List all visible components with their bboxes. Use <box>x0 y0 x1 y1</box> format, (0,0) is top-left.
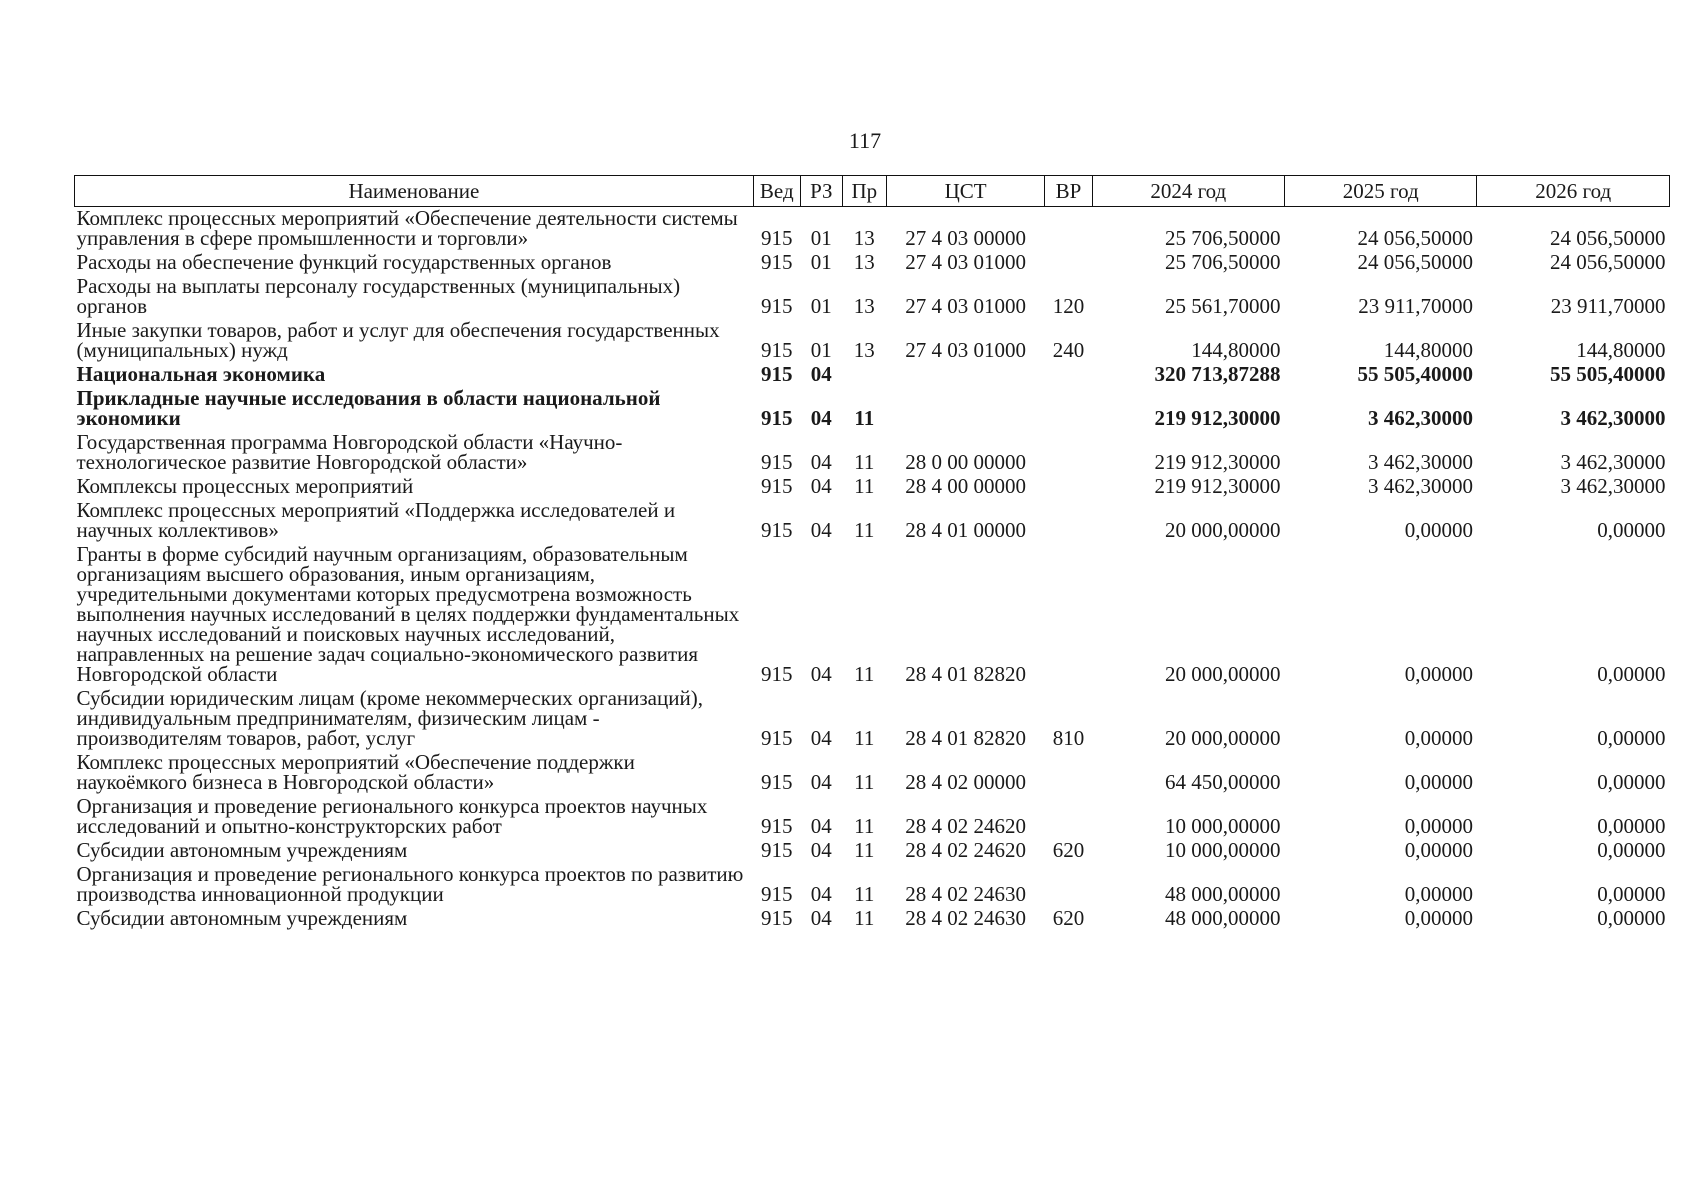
cell-2024: 25 561,70000 <box>1165 294 1281 318</box>
cell-vr <box>1045 543 1092 687</box>
cell-rz: 04 <box>810 662 832 686</box>
cell-name: Комплекс процессных мероприятий «Обеспечение деятельности системы управления в сфере промышленности и торговли» <box>76 206 738 250</box>
cell-cst: 28 4 02 00000 <box>905 770 1026 794</box>
cell-rz: 01 <box>810 250 832 274</box>
table-row <box>75 275 1670 319</box>
cell-cst: 28 4 02 24620 <box>905 814 1026 838</box>
cell-2024: 219 912,30000 <box>1154 450 1281 474</box>
cell-ved: 915 <box>761 250 793 274</box>
cell-pr: 11 <box>854 882 875 906</box>
cell-name: Прикладные научные исследования в области национальной экономики <box>76 386 661 430</box>
table-row <box>75 431 1670 475</box>
cell-2026: 0,00000 <box>1597 882 1666 906</box>
cell-2026: 0,00000 <box>1597 770 1666 794</box>
table-row <box>75 839 1670 863</box>
cell-2024: 144,80000 <box>1191 338 1281 362</box>
cell-ved: 915 <box>761 294 793 318</box>
table-row <box>75 863 1670 907</box>
header-name: Наименование <box>75 176 754 207</box>
cell-2024: 25 706,50000 <box>1165 226 1281 250</box>
cell-2025: 0,00000 <box>1404 882 1473 906</box>
cell-2026: 55 505,40000 <box>1550 362 1666 386</box>
cell-cst: 28 4 01 00000 <box>905 518 1026 542</box>
cell-pr: 11 <box>854 814 875 838</box>
cell-2024: 219 912,30000 <box>1154 474 1281 498</box>
cell-2025: 0,00000 <box>1404 906 1473 930</box>
cell-2025: 144,80000 <box>1383 338 1473 362</box>
cell-name: Национальная экономика <box>76 362 326 386</box>
header-vr: ВР <box>1045 176 1092 207</box>
cell-pr: 11 <box>854 662 875 686</box>
cell-2026: 23 911,70000 <box>1550 294 1666 318</box>
table-row <box>75 499 1670 543</box>
cell-pr: 11 <box>854 726 875 750</box>
cell-cst: 28 4 02 24630 <box>905 906 1026 930</box>
table-row <box>75 387 1670 431</box>
cell-pr: 11 <box>854 770 875 794</box>
cell-cst: 28 4 01 82820 <box>905 726 1026 750</box>
cell-2025: 0,00000 <box>1404 814 1473 838</box>
cell-2025: 24 056,50000 <box>1357 226 1473 250</box>
cell-2026: 3 462,30000 <box>1560 474 1666 498</box>
header-2026: 2026 год <box>1477 176 1670 207</box>
cell-ved: 915 <box>761 226 793 250</box>
cell-vr <box>1045 387 1092 431</box>
cell-cst: 27 4 03 01000 <box>905 250 1026 274</box>
cell-2024: 20 000,00000 <box>1165 518 1281 542</box>
cell-rz: 04 <box>810 518 832 542</box>
cell-name: Иные закупки товаров, работ и услуг для обеспечения государственных (муниципальных) нужд <box>76 318 720 362</box>
cell-vr <box>1045 499 1092 543</box>
cell-2025: 24 056,50000 <box>1357 250 1473 274</box>
cell-rz: 04 <box>810 726 832 750</box>
cell-vr <box>1045 795 1092 839</box>
table-row <box>75 751 1670 795</box>
cell-vr <box>1045 475 1092 499</box>
cell-2026: 144,80000 <box>1576 338 1666 362</box>
cell-2025: 23 911,70000 <box>1358 294 1473 318</box>
cell-2025: 0,00000 <box>1404 838 1473 862</box>
table-row <box>75 363 1670 387</box>
cell-vr: 240 <box>1052 338 1085 362</box>
cell-ved: 915 <box>761 518 793 542</box>
header-rz: РЗ <box>800 176 842 207</box>
cell-2024: 10 000,00000 <box>1165 814 1281 838</box>
cell-ved: 915 <box>761 362 793 386</box>
cell-2026: 0,00000 <box>1597 906 1666 930</box>
cell-rz: 04 <box>810 906 832 930</box>
cell-name: Комплексы процессных мероприятий <box>76 474 414 498</box>
cell-vr: 810 <box>1052 726 1085 750</box>
cell-rz: 04 <box>810 814 832 838</box>
cell-rz: 04 <box>810 770 832 794</box>
cell-name: Субсидии автономным учреждениям <box>76 838 408 862</box>
cell-2026: 0,00000 <box>1597 814 1666 838</box>
cell-ved: 915 <box>761 814 793 838</box>
table-row <box>75 207 1670 252</box>
cell-cst <box>886 363 1045 387</box>
cell-rz: 01 <box>810 338 832 362</box>
cell-cst: 27 4 03 00000 <box>905 226 1026 250</box>
cell-ved: 915 <box>761 474 793 498</box>
cell-name: Комплекс процессных мероприятий «Поддержка исследователей и научных коллективов» <box>76 498 676 542</box>
cell-2024: 48 000,00000 <box>1165 882 1281 906</box>
cell-cst: 28 4 01 82820 <box>905 662 1026 686</box>
cell-pr: 11 <box>854 906 875 930</box>
cell-vr: 620 <box>1052 906 1085 930</box>
cell-2026: 3 462,30000 <box>1560 406 1666 430</box>
table-body <box>75 207 1670 932</box>
cell-name: Комплекс процессных мероприятий «Обеспечение поддержки наукоёмкого бизнеса в Новгородской области» <box>76 750 635 794</box>
cell-vr: 120 <box>1052 294 1085 318</box>
cell-pr: 13 <box>853 294 875 318</box>
cell-2025: 3 462,30000 <box>1367 406 1473 430</box>
cell-2026: 0,00000 <box>1597 726 1666 750</box>
page-number: 117 <box>848 128 882 153</box>
cell-ved: 915 <box>761 882 793 906</box>
cell-vr <box>1045 751 1092 795</box>
cell-cst: 27 4 03 01000 <box>905 338 1026 362</box>
cell-cst: 28 0 00 00000 <box>905 450 1026 474</box>
cell-pr: 11 <box>854 838 875 862</box>
cell-cst: 28 4 02 24620 <box>905 838 1026 862</box>
cell-ved: 915 <box>761 726 793 750</box>
table-row <box>75 795 1670 839</box>
cell-2026: 0,00000 <box>1597 518 1666 542</box>
cell-2024: 10 000,00000 <box>1165 838 1281 862</box>
cell-2025: 3 462,30000 <box>1367 474 1473 498</box>
cell-2025: 0,00000 <box>1404 726 1473 750</box>
cell-ved: 915 <box>761 338 793 362</box>
cell-vr <box>1045 207 1092 252</box>
table-row <box>75 475 1670 499</box>
cell-2026: 0,00000 <box>1597 838 1666 862</box>
cell-cst: 28 4 00 00000 <box>905 474 1026 498</box>
cell-pr: 13 <box>853 250 875 274</box>
cell-name: Субсидии юридическим лицам (кроме некоммерческих организаций), индивидуальным предпринимателям, физическим лицам - производителям товаров, работ, услуг <box>76 686 703 750</box>
cell-cst: 28 4 02 24630 <box>905 882 1026 906</box>
cell-name: Организация и проведение регионального конкурса проектов научных исследований и опытно-конструкторских работ <box>76 794 708 838</box>
cell-vr <box>1045 863 1092 907</box>
cell-2026: 3 462,30000 <box>1560 450 1666 474</box>
table-header-row <box>75 176 1670 207</box>
cell-vr <box>1045 251 1092 275</box>
cell-pr: 11 <box>854 474 875 498</box>
cell-pr: 11 <box>854 406 875 430</box>
cell-pr: 11 <box>854 450 875 474</box>
cell-pr <box>842 363 886 387</box>
cell-2024: 219 912,30000 <box>1154 406 1281 430</box>
header-pr: Пр <box>842 176 886 207</box>
cell-2026: 0,00000 <box>1597 662 1666 686</box>
cell-2025: 3 462,30000 <box>1367 450 1473 474</box>
cell-2024: 20 000,00000 <box>1165 662 1281 686</box>
cell-cst <box>886 387 1045 431</box>
cell-rz: 04 <box>810 882 832 906</box>
cell-ved: 915 <box>761 662 793 686</box>
cell-2025: 55 505,40000 <box>1357 362 1473 386</box>
cell-rz: 04 <box>810 362 832 386</box>
cell-name: Субсидии автономным учреждениям <box>76 906 408 930</box>
cell-2024: 320 713,87288 <box>1154 362 1281 386</box>
cell-ved: 915 <box>761 906 793 930</box>
cell-2024: 25 706,50000 <box>1165 250 1281 274</box>
cell-rz: 01 <box>810 294 832 318</box>
header-cst: ЦСТ <box>886 176 1045 207</box>
cell-2026: 24 056,50000 <box>1550 226 1666 250</box>
cell-pr: 13 <box>853 226 875 250</box>
budget-table <box>74 175 1670 931</box>
cell-vr <box>1045 431 1092 475</box>
cell-rz: 04 <box>810 838 832 862</box>
cell-name: Расходы на обеспечение функций государственных органов <box>76 250 612 274</box>
cell-rz: 04 <box>810 450 832 474</box>
cell-ved: 915 <box>761 838 793 862</box>
cell-name: Расходы на выплаты персоналу государственных (муниципальных) органов <box>76 274 681 318</box>
cell-2025: 0,00000 <box>1404 662 1473 686</box>
cell-name: Государственная программа Новгородской области «Научно-технологическое развитие Новгородской области» <box>76 430 623 474</box>
cell-pr: 13 <box>853 338 875 362</box>
cell-name: Гранты в форме субсидий научным организациям, образовательным организациям высшего образования, иным организациям, учредительными документами которых предусмотрена возможность выполнения научных исследований в целях поддержки фундаментальных научных исследований и поисковых научных исследований, направленных на решение задач социально-экономического развития Новгородской области <box>76 542 740 686</box>
cell-2025: 0,00000 <box>1404 770 1473 794</box>
header-2025: 2025 год <box>1285 176 1477 207</box>
cell-vr: 620 <box>1052 838 1085 862</box>
header-ved: Вед <box>753 176 800 207</box>
cell-pr: 11 <box>854 518 875 542</box>
header-2024: 2024 год <box>1092 176 1284 207</box>
cell-2024: 48 000,00000 <box>1165 906 1281 930</box>
table-row <box>75 907 1670 931</box>
table-row <box>75 687 1670 751</box>
table-row <box>75 543 1670 687</box>
table-row <box>75 319 1670 363</box>
cell-name: Организация и проведение регионального конкурса проектов по развитию производства инновационной продукции <box>76 862 744 906</box>
cell-2024: 64 450,00000 <box>1165 770 1281 794</box>
cell-rz: 01 <box>810 226 832 250</box>
table-row <box>75 251 1670 275</box>
cell-ved: 915 <box>761 770 793 794</box>
cell-ved: 915 <box>761 406 793 430</box>
cell-vr <box>1045 363 1092 387</box>
cell-cst: 27 4 03 01000 <box>905 294 1026 318</box>
cell-rz: 04 <box>810 406 832 430</box>
cell-ved: 915 <box>761 450 793 474</box>
cell-2026: 24 056,50000 <box>1550 250 1666 274</box>
cell-2025: 0,00000 <box>1404 518 1473 542</box>
cell-rz: 04 <box>810 474 832 498</box>
cell-2024: 20 000,00000 <box>1165 726 1281 750</box>
